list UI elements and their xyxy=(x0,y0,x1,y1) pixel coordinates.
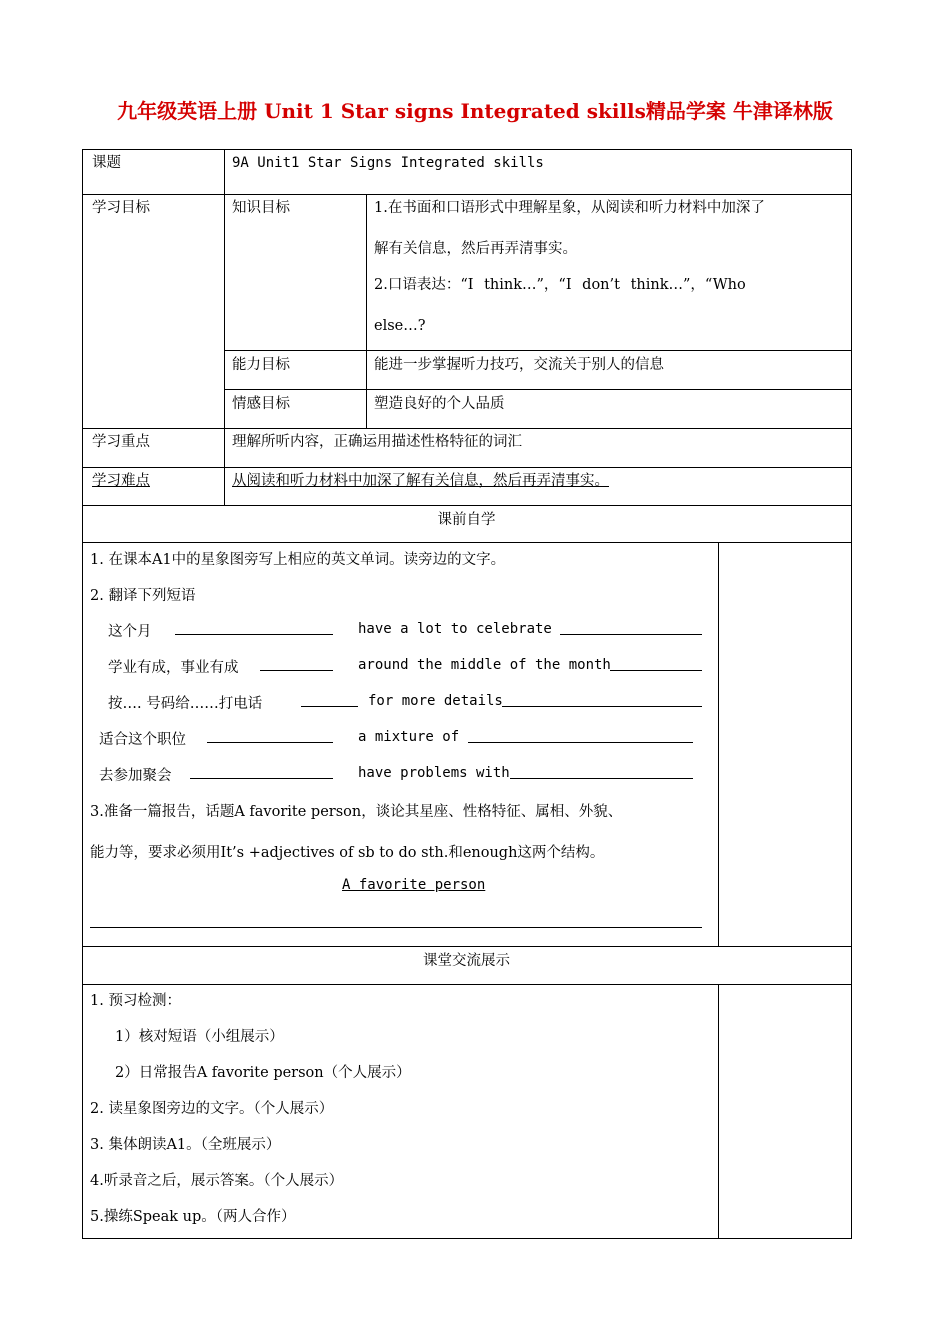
difficulty-value: 从阅读和听力材料中加深了解有关信息，然后再弄清事实。 xyxy=(232,473,609,489)
knowledge-label: 知识目标 xyxy=(232,200,290,216)
goals-label: 学习目标 xyxy=(92,200,150,216)
answer-blank[interactable] xyxy=(175,620,333,635)
answer-blank[interactable] xyxy=(510,764,693,779)
emotion-value: 塑造良好的个人品质 xyxy=(374,396,505,412)
document-title: 九年级英语上册 Unit 1 Star signs Integrated skills精品学案 牛津译林版 xyxy=(117,99,833,123)
difficulty-label: 学习难点 xyxy=(92,473,150,489)
answer-blank[interactable] xyxy=(560,620,702,635)
topic-value: 9A Unit1 Star Signs Integrated skills xyxy=(232,155,544,171)
answer-blank[interactable] xyxy=(207,728,333,743)
knowledge-line-4: else…? xyxy=(374,318,426,334)
knowledge-line-3: 2.口语表达：“I think…”，“I don’t think…”，“Who xyxy=(374,277,746,293)
answer-blank[interactable] xyxy=(190,764,333,779)
phrase-right: have a lot to celebrate xyxy=(358,621,552,637)
answer-blank[interactable] xyxy=(502,692,702,707)
answer-blank[interactable] xyxy=(260,656,333,671)
phrase-left: 这个月 xyxy=(108,624,152,640)
class-show-item: 2）日常报告A favorite person（个人展示） xyxy=(115,1065,411,1081)
key-value: 理解所听内容，正确运用描述性格特征的词汇 xyxy=(232,434,522,450)
class-show-item: 3. 集体朗读A1。（全班展示） xyxy=(90,1137,281,1153)
pre-study-item-3-line-2: 能力等，要求必须用It’s +adjectives of sb to do sth.和enough这两个结构。 xyxy=(90,845,605,861)
class-show-item: 1）核对短语（小组展示） xyxy=(115,1029,284,1045)
class-show-header: 课堂交流展示 xyxy=(423,953,510,969)
phrase-right: around the middle of the month xyxy=(358,657,611,673)
answer-blank[interactable] xyxy=(468,728,693,743)
phrase-right: for more details xyxy=(368,693,503,709)
pre-study-item-2: 2. 翻译下列短语 xyxy=(90,588,196,604)
topic-label: 课题 xyxy=(92,155,121,171)
answer-blank[interactable] xyxy=(610,656,702,671)
knowledge-line-2: 解有关信息，然后再弄清事实。 xyxy=(374,241,577,257)
phrase-right: have problems with xyxy=(358,765,510,781)
report-writing-line[interactable] xyxy=(90,927,702,928)
knowledge-line-1: 1.在书面和口语形式中理解星象，从阅读和听力材料中加深了 xyxy=(374,200,765,216)
report-title: A favorite person xyxy=(342,877,486,893)
class-show-item: 4.听录音之后，展示答案。（个人展示） xyxy=(90,1173,344,1189)
class-show-item: 5.操练Speak up。（两人合作） xyxy=(90,1209,296,1225)
ability-label: 能力目标 xyxy=(232,357,290,373)
emotion-label: 情感目标 xyxy=(232,396,290,412)
phrase-left: 按…. 号码给……打电话 xyxy=(108,696,263,712)
phrase-left: 学业有成，事业有成 xyxy=(108,660,239,676)
ability-value: 能进一步掌握听力技巧，交流关于别人的信息 xyxy=(374,357,664,373)
class-show-item: 2. 读星象图旁边的文字。（个人展示） xyxy=(90,1101,334,1117)
phrase-left: 适合这个职位 xyxy=(99,732,186,748)
phrase-left: 去参加聚会 xyxy=(99,768,172,784)
class-show-item: 1. 预习检测： xyxy=(90,993,181,1009)
pre-study-item-3-line-1: 3.准备一篇报告，话题A favorite person，谈论其星座、性格特征、属相、外貌、 xyxy=(90,804,623,820)
answer-blank[interactable] xyxy=(301,692,358,707)
pre-study-item-1: 1. 在课本A1中的星象图旁写上相应的英文单词。读旁边的文字。 xyxy=(90,552,506,568)
pre-study-header: 课前自学 xyxy=(437,512,496,528)
key-label: 学习重点 xyxy=(92,434,150,450)
phrase-right: a mixture of xyxy=(358,729,460,745)
